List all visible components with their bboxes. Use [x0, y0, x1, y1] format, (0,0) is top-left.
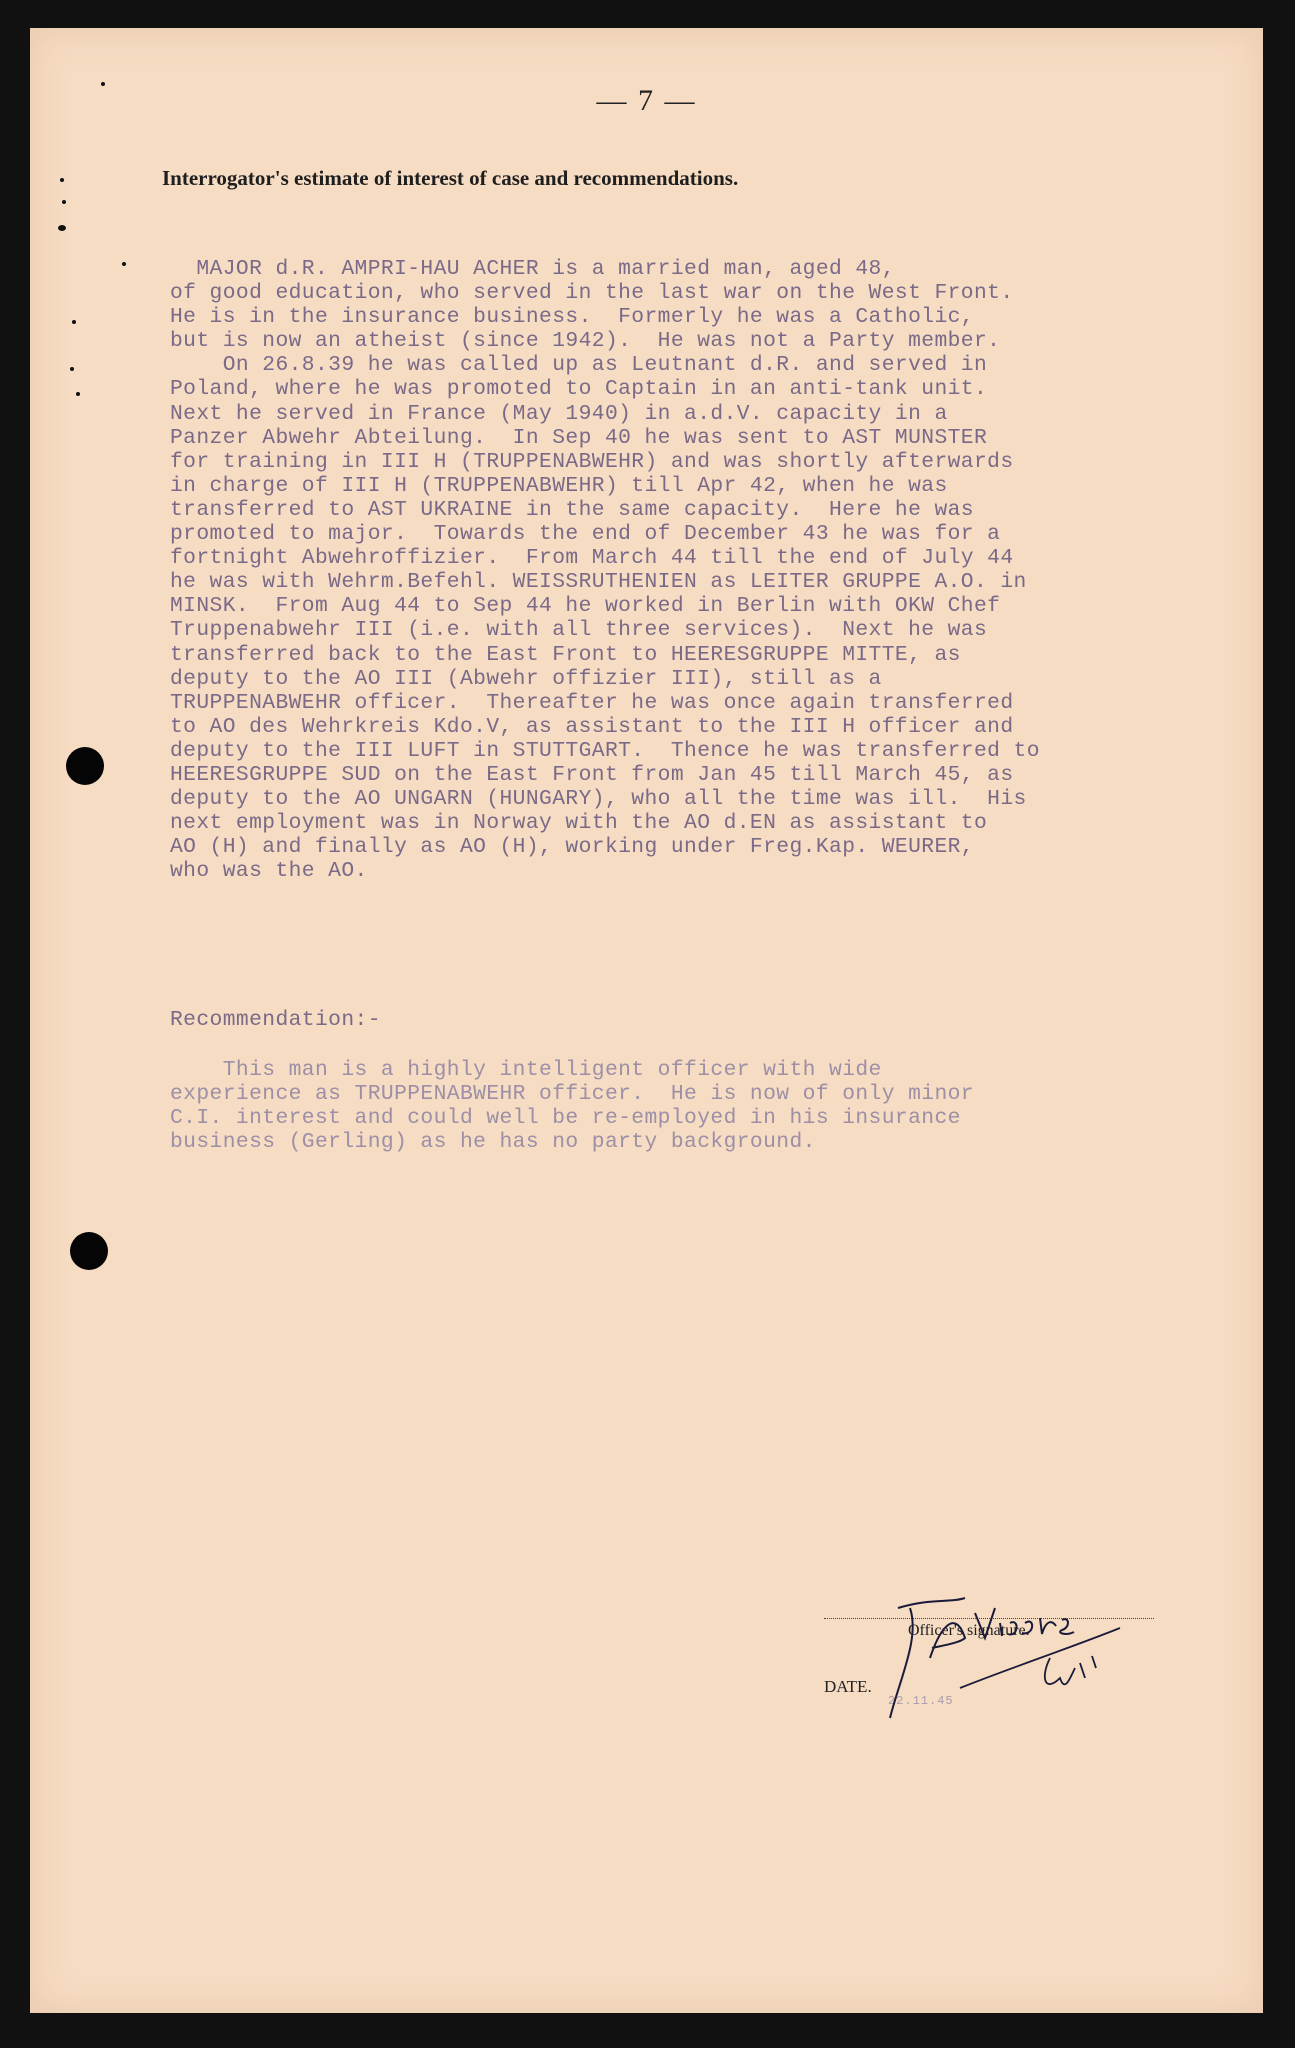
text-line: deputy to the AO III (Abwehr offizier III), still as a — [170, 666, 882, 691]
edge-mark — [76, 392, 80, 396]
text-line: This man is a highly intelligent officer with wide — [170, 1058, 882, 1082]
punch-hole-upper — [66, 747, 104, 785]
text-line: Poland, where he was promoted to Captain in an anti-tank unit. — [170, 377, 988, 402]
text-line: MINSK. From Aug 44 to Sep 44 he worked in Berlin with OKW Chef — [170, 594, 1001, 619]
text-line: who was the AO. — [170, 859, 368, 884]
text-line: of good education, who served in the last war on the West Front. — [170, 281, 1014, 306]
text-line: he was with Wehrm.Befehl. WEISSRUTHENIEN as LEITER GRUPPE A.O. in — [170, 570, 1027, 595]
text-line: transferred back to the East Front to HEERESGRUPPE MITTE, as — [170, 642, 961, 667]
interrogation-report-text — [170, 257, 1230, 883]
document-page — [30, 28, 1263, 2013]
text-line: to AO des Wehrkreis Kdo.V, as assistant to the III H officer and — [170, 714, 1014, 739]
text-line: in charge of III H (TRUPPENABWEHR) till Apr 42, when he was — [170, 473, 948, 498]
text-line: transferred to AST UKRAINE in the same capacity. Here he was — [170, 497, 974, 522]
page-number: — 7 — — [596, 84, 697, 117]
text-line: AO (H) and finally as AO (H), working under Freg.Kap. WEURER, — [170, 835, 974, 860]
officer-signature-label: Officer's signature. — [908, 1622, 1030, 1639]
text-line: On 26.8.39 he was called up as Leutnant d.R. and served in — [170, 353, 988, 378]
text-line: business (Gerling) as he has no party background. — [170, 1130, 816, 1155]
text-line: Panzer Abwehr Abteilung. In Sep 40 he was sent to AST MUNSTER — [170, 425, 988, 450]
edge-mark — [70, 367, 74, 371]
edge-mark — [60, 178, 64, 182]
text-line: HEERESGRUPPE SUD on the East Front from Jan 45 till March 45, as — [170, 762, 1014, 787]
date-value: 22.11.45 — [888, 1694, 954, 1708]
text-line: but is now an atheist (since 1942). He was not a Party member. — [170, 329, 1001, 354]
text-line: deputy to the III LUFT in STUTTGART. Thence he was transferred to — [170, 738, 1040, 763]
text-line: Truppenabwehr III (i.e. with all three services). Next he was — [170, 618, 988, 643]
edge-mark — [101, 82, 105, 86]
text-line: experience as TRUPPENABWEHR officer. He is now of only minor — [170, 1082, 974, 1107]
edge-mark — [58, 225, 66, 231]
text-line: Next he served in France (May 1940) in a.d.V. capacity in a — [170, 401, 948, 426]
text-line: TRUPPENABWEHR officer. Thereafter he was once again transferred — [170, 690, 1014, 715]
text-line: C.I. interest and could well be re-employed in his insurance — [170, 1106, 961, 1131]
edge-mark — [122, 262, 126, 266]
text-line: fortnight Abwehroffizier. From March 44 till the end of July 44 — [170, 546, 1014, 571]
edge-mark — [62, 200, 66, 204]
text-line: next employment was in Norway with the AO d.EN as assistant to — [170, 811, 988, 836]
text-line: deputy to the AO UNGARN (HUNGARY), who all the time was ill. His — [170, 787, 1027, 812]
text-line: for training in III H (TRUPPENABWEHR) and was shortly afterwards — [170, 449, 1014, 474]
recommendation-text — [170, 1058, 1190, 1154]
date-label: DATE. — [824, 1677, 872, 1696]
handwritten-signature — [870, 1568, 1130, 1738]
edge-mark — [72, 320, 76, 324]
punch-hole-lower — [70, 1232, 108, 1270]
text-line: promoted to major. Towards the end of December 43 he was for a — [170, 522, 1001, 547]
section-heading: Interrogator's estimate of interest of case and recommendations. — [162, 166, 739, 190]
text-line: MAJOR d.R. AMPRI-HAU ACHER is a married man, aged 48, — [170, 257, 895, 281]
text-line: He is in the insurance business. Formerly he was a Catholic, — [170, 305, 974, 330]
recommendation-heading: Recommendation:- — [170, 1008, 381, 1032]
